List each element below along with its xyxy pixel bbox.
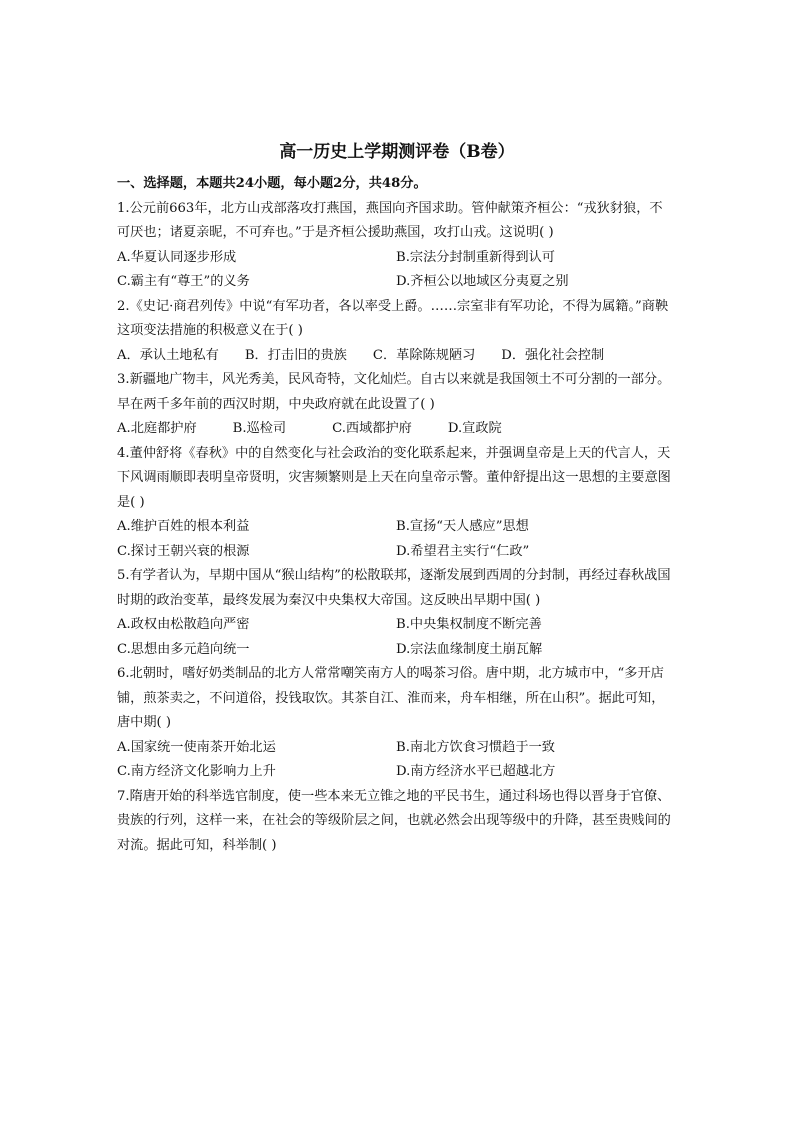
question-stem: 6.北朝时，嗜好奶类制品的北方人常常嘲笑南方人的喝茶习俗。唐中期，北方城市中，“多开店铺，煎茶卖之，不问道俗，投钱取饮。其茶自江、淮而来，舟车相继，所在山积”。据此可知，唐中期( ) xyxy=(117,666,665,730)
option-a: A.北庭都护府 xyxy=(117,421,197,436)
option-d: D．强化社会控制 xyxy=(501,347,605,363)
option-b: B.宣扬“天人感应”思想 xyxy=(396,519,529,534)
option-a: A.维护百姓的根本利益 xyxy=(117,519,250,534)
exam-content xyxy=(117,172,675,858)
question-2 xyxy=(117,295,675,369)
option-c: C.探讨王朝兴衰的根源 xyxy=(117,543,250,559)
option-a: A.华夏认同逐步形成 xyxy=(117,249,237,265)
page-title: 高一历史上学期测评卷（B卷） xyxy=(279,142,515,162)
option-list xyxy=(117,736,675,785)
option-d: D.宗法血缘制度土崩瓦解 xyxy=(396,641,543,657)
question-stem: 2.《史记·商君列传》中说“有军功者，各以率受上爵。……宗室非有军功论，不得为属籍。”商鞅这项变法措施的积极意义在于( ) xyxy=(117,298,669,338)
option-list xyxy=(117,344,675,369)
question-6 xyxy=(117,662,675,785)
option-b: B.宗法分封制重新得到认可 xyxy=(396,249,555,265)
question-7 xyxy=(117,785,675,859)
option-d: D.南方经济水平已超越北方 xyxy=(396,764,556,779)
question-stem: 4.董仲舒将《春秋》中的自然变化与社会政治的变化联系起来，并强调皇帝是上天的代言人，天下风调雨顺即表明皇帝贤明，灾害频繁则是上天在向皇帝示警。董仲舒提出这一思想的主要意图是( ) xyxy=(117,445,671,510)
option-b: B．打击旧的贵族 xyxy=(244,347,347,363)
question-5 xyxy=(117,564,675,662)
question-3 xyxy=(117,368,675,442)
option-a: A.国家统一使南茶开始北运 xyxy=(117,739,276,755)
section-heading: 一、选择题，本题共24小题，每小题2分，共48分。 xyxy=(117,176,427,191)
question-stem: 1.公元前663年，北方山戎部落攻打燕国，燕国向齐国求助。管仲献策齐桓公：“戎狄豺狼，不可厌也；诸夏亲昵，不可弃也。”于是齐桓公援助燕国，攻打山戎。这说明( ) xyxy=(117,200,663,240)
option-c: C.西域都护府 xyxy=(332,421,412,436)
option-c: C.思想由多元趋向统一 xyxy=(117,641,250,657)
option-c: C.霸主有“尊王”的义务 xyxy=(117,274,250,289)
option-list xyxy=(117,515,675,564)
option-b: B.巡检司 xyxy=(232,421,287,436)
option-list xyxy=(117,417,675,442)
option-list xyxy=(117,613,675,662)
option-b: B.南北方饮食习惯趋于一致 xyxy=(396,739,555,755)
question-1 xyxy=(117,197,675,295)
option-d: D.齐桓公以地域区分夷夏之别 xyxy=(396,274,569,289)
option-c: C．革除陈规陋习 xyxy=(372,347,476,363)
option-d: D.宣政院 xyxy=(447,421,502,436)
question-stem: 3.新疆地广物丰，风光秀美，民风奇特，文化灿烂。自古以来就是我国领土不可分割的一部分。早在两千多年前的西汉时期，中央政府就在此设置了( ) xyxy=(117,372,671,412)
question-stem: 7.隋唐开始的科举选官制度，使一些本来无立锥之地的平民书生，通过科场也得以晋身于官僚、贵族的行列，这样一来，在社会的等级阶层之间，也就必然会出现等级中的升降，甚至贵贱间的对流。据此可知，科举制( ) xyxy=(117,788,671,853)
option-a: A．承认土地私有 xyxy=(117,347,219,363)
question-4 xyxy=(117,442,675,565)
option-c: C.南方经济文化影响力上升 xyxy=(117,764,276,779)
option-list xyxy=(117,246,675,295)
option-b: B.中央集权制度不断完善 xyxy=(396,617,542,632)
option-a: A.政权由松散趋向严密 xyxy=(117,617,250,632)
question-stem: 5.有学者认为，早期中国从“猴山结构”的松散联邦，逐渐发展到西周的分封制，再经过春秋战国时期的政治变革，最终发展为秦汉中央集权大帝国。这反映出早期中国( ) xyxy=(117,568,671,608)
option-d: D.希望君主实行“仁政” xyxy=(396,543,530,559)
